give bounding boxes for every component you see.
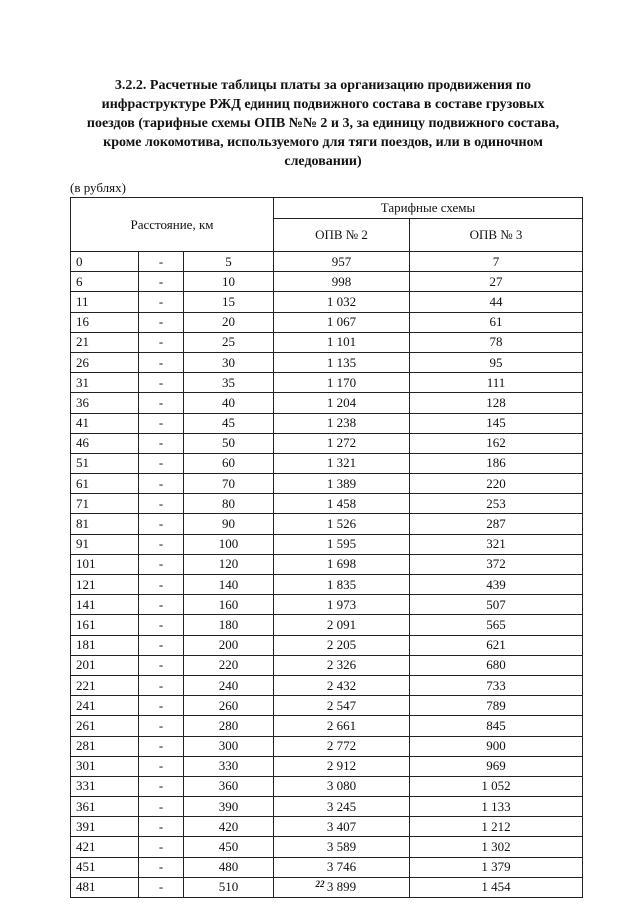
table-row — [71, 252, 583, 272]
page-number: 22 — [315, 879, 325, 889]
cell-from: 361 — [71, 797, 139, 817]
table-row — [71, 797, 583, 817]
cell-opv2: 1 526 — [274, 514, 410, 534]
table-row — [71, 272, 583, 292]
cell-sep: - — [139, 595, 184, 615]
cell-opv2: 3 080 — [274, 776, 410, 796]
cell-to: 25 — [184, 332, 274, 352]
cell-sep: - — [139, 312, 184, 332]
table-row — [71, 514, 583, 534]
cell-opv3: 1 133 — [410, 797, 583, 817]
cell-sep: - — [139, 534, 184, 554]
cell-opv3: 900 — [410, 736, 583, 756]
cell-opv2: 1 135 — [274, 352, 410, 372]
cell-from: 6 — [71, 272, 139, 292]
cell-from: 451 — [71, 857, 139, 877]
cell-sep: - — [139, 433, 184, 453]
table-row — [71, 433, 583, 453]
cell-sep: - — [139, 837, 184, 857]
cell-to: 220 — [184, 655, 274, 675]
cell-from: 301 — [71, 756, 139, 776]
cell-to: 420 — [184, 817, 274, 837]
cell-opv3: 44 — [410, 292, 583, 312]
cell-sep: - — [139, 655, 184, 675]
cell-to: 35 — [184, 373, 274, 393]
cell-sep: - — [139, 252, 184, 272]
cell-opv2: 1 170 — [274, 373, 410, 393]
title-line: следовании) — [284, 154, 362, 169]
cell-opv3: 1 212 — [410, 817, 583, 837]
title-line: кроме локомотива, используемого для тяги поездов, или в одиночном — [103, 135, 543, 150]
title-line: поездов (тарифные схемы ОПВ №№ 2 и 3, за единицу подвижного состава, — [86, 116, 560, 131]
cell-to: 120 — [184, 554, 274, 574]
cell-from: 201 — [71, 655, 139, 675]
cell-opv3: 7 — [410, 252, 583, 272]
cell-to: 30 — [184, 352, 274, 372]
cell-to: 20 — [184, 312, 274, 332]
cell-opv3: 27 — [410, 272, 583, 292]
table-row — [71, 534, 583, 554]
cell-opv2: 1 204 — [274, 393, 410, 413]
cell-sep: - — [139, 292, 184, 312]
table-row — [71, 716, 583, 736]
table-row — [71, 696, 583, 716]
table-row — [71, 413, 583, 433]
cell-to: 330 — [184, 756, 274, 776]
cell-from: 331 — [71, 776, 139, 796]
cell-to: 260 — [184, 696, 274, 716]
cell-to: 160 — [184, 595, 274, 615]
cell-opv3: 1 302 — [410, 837, 583, 857]
cell-from: 11 — [71, 292, 139, 312]
cell-opv2: 1 458 — [274, 494, 410, 514]
cell-from: 0 — [71, 252, 139, 272]
cell-sep: - — [139, 575, 184, 595]
cell-opv2: 1 101 — [274, 332, 410, 352]
cell-from: 71 — [71, 494, 139, 514]
cell-to: 10 — [184, 272, 274, 292]
cell-sep: - — [139, 675, 184, 695]
schemes-header: Тарифные схемы — [274, 198, 583, 219]
cell-from: 221 — [71, 675, 139, 695]
cell-sep: - — [139, 453, 184, 473]
cell-from: 81 — [71, 514, 139, 534]
table-row — [71, 857, 583, 877]
cell-opv3: 287 — [410, 514, 583, 534]
cell-to: 240 — [184, 675, 274, 695]
table-row — [71, 817, 583, 837]
cell-opv2: 1 272 — [274, 433, 410, 453]
cell-opv3: 220 — [410, 474, 583, 494]
table-row — [71, 453, 583, 473]
cell-to: 45 — [184, 413, 274, 433]
cell-from: 46 — [71, 433, 139, 453]
cell-sep: - — [139, 554, 184, 574]
cell-to: 70 — [184, 474, 274, 494]
table-row — [71, 373, 583, 393]
cell-to: 280 — [184, 716, 274, 736]
cell-from: 31 — [71, 373, 139, 393]
cell-sep: - — [139, 413, 184, 433]
cell-to: 60 — [184, 453, 274, 473]
cell-sep: - — [139, 352, 184, 372]
cell-opv2: 957 — [274, 252, 410, 272]
cell-from: 121 — [71, 575, 139, 595]
cell-sep: - — [139, 635, 184, 655]
cell-opv2: 1 698 — [274, 554, 410, 574]
cell-from: 41 — [71, 413, 139, 433]
cell-opv3: 372 — [410, 554, 583, 574]
cell-sep: - — [139, 817, 184, 837]
cell-to: 140 — [184, 575, 274, 595]
table-header — [71, 198, 583, 252]
cell-from: 141 — [71, 595, 139, 615]
cell-opv2: 1 595 — [274, 534, 410, 554]
cell-from: 61 — [71, 474, 139, 494]
cell-opv3: 128 — [410, 393, 583, 413]
cell-opv3: 969 — [410, 756, 583, 776]
cell-opv2: 2 091 — [274, 615, 410, 635]
cell-sep: - — [139, 474, 184, 494]
table-row — [71, 756, 583, 776]
cell-from: 36 — [71, 393, 139, 413]
cell-opv3: 145 — [410, 413, 583, 433]
cell-sep: - — [139, 514, 184, 534]
table-row — [71, 494, 583, 514]
cell-opv2: 1 973 — [274, 595, 410, 615]
cell-sep: - — [139, 494, 184, 514]
cell-opv3: 95 — [410, 352, 583, 372]
cell-from: 181 — [71, 635, 139, 655]
cell-opv3: 253 — [410, 494, 583, 514]
cell-to: 50 — [184, 433, 274, 453]
cell-opv2: 1 835 — [274, 575, 410, 595]
tariff-table — [70, 197, 583, 898]
cell-opv2: 3 899 — [274, 877, 410, 897]
cell-opv3: 321 — [410, 534, 583, 554]
table-body — [71, 252, 583, 898]
cell-opv2: 3 245 — [274, 797, 410, 817]
cell-opv2: 2 326 — [274, 655, 410, 675]
cell-opv2: 1 238 — [274, 413, 410, 433]
cell-opv2: 1 321 — [274, 453, 410, 473]
cell-opv2: 1 067 — [274, 312, 410, 332]
cell-opv2: 2 547 — [274, 696, 410, 716]
cell-opv3: 439 — [410, 575, 583, 595]
cell-opv2: 2 912 — [274, 756, 410, 776]
cell-sep: - — [139, 857, 184, 877]
table-row — [71, 554, 583, 574]
cell-sep: - — [139, 696, 184, 716]
table-row — [71, 595, 583, 615]
cell-from: 241 — [71, 696, 139, 716]
table-row — [71, 292, 583, 312]
cell-opv2: 1 032 — [274, 292, 410, 312]
column-header-opv3: ОПВ № 3 — [410, 219, 583, 252]
cell-from: 261 — [71, 716, 139, 736]
cell-opv2: 2 661 — [274, 716, 410, 736]
cell-from: 281 — [71, 736, 139, 756]
cell-opv3: 507 — [410, 595, 583, 615]
cell-opv3: 680 — [410, 655, 583, 675]
cell-sep: - — [139, 615, 184, 635]
cell-opv2: 1 389 — [274, 474, 410, 494]
cell-opv2: 3 407 — [274, 817, 410, 837]
cell-from: 91 — [71, 534, 139, 554]
cell-opv3: 162 — [410, 433, 583, 453]
cell-opv2: 998 — [274, 272, 410, 292]
table-row — [71, 474, 583, 494]
cell-to: 100 — [184, 534, 274, 554]
cell-opv2: 2 432 — [274, 675, 410, 695]
cell-sep: - — [139, 736, 184, 756]
cell-opv3: 845 — [410, 716, 583, 736]
cell-to: 200 — [184, 635, 274, 655]
cell-opv3: 621 — [410, 635, 583, 655]
cell-opv3: 789 — [410, 696, 583, 716]
cell-opv3: 111 — [410, 373, 583, 393]
cell-to: 300 — [184, 736, 274, 756]
table-row — [71, 352, 583, 372]
cell-to: 480 — [184, 857, 274, 877]
table-row — [71, 393, 583, 413]
cell-sep: - — [139, 393, 184, 413]
cell-opv3: 733 — [410, 675, 583, 695]
cell-opv2: 3 746 — [274, 857, 410, 877]
cell-from: 26 — [71, 352, 139, 372]
table-row — [71, 615, 583, 635]
cell-sep: - — [139, 756, 184, 776]
cell-sep: - — [139, 797, 184, 817]
cell-from: 21 — [71, 332, 139, 352]
cell-opv2: 3 589 — [274, 837, 410, 857]
title-line: 3.2.2. Расчетные таблицы платы за организацию продвижения по — [114, 78, 532, 93]
table-row — [71, 776, 583, 796]
table-row — [71, 837, 583, 857]
column-header-opv2: ОПВ № 2 — [274, 219, 410, 252]
cell-opv2: 2 772 — [274, 736, 410, 756]
table-row — [71, 575, 583, 595]
cell-sep: - — [139, 373, 184, 393]
cell-opv3: 61 — [410, 312, 583, 332]
cell-from: 421 — [71, 837, 139, 857]
table-row — [71, 655, 583, 675]
cell-sep: - — [139, 776, 184, 796]
cell-to: 390 — [184, 797, 274, 817]
cell-from: 16 — [71, 312, 139, 332]
cell-opv3: 1 052 — [410, 776, 583, 796]
table-row — [71, 736, 583, 756]
cell-opv3: 186 — [410, 453, 583, 473]
cell-opv3: 78 — [410, 332, 583, 352]
table-row — [71, 635, 583, 655]
cell-from: 161 — [71, 615, 139, 635]
cell-from: 101 — [71, 554, 139, 574]
cell-opv3: 1 379 — [410, 857, 583, 877]
cell-sep: - — [139, 716, 184, 736]
cell-to: 5 — [184, 252, 274, 272]
cell-from: 51 — [71, 453, 139, 473]
cell-sep: - — [139, 272, 184, 292]
cell-to: 360 — [184, 776, 274, 796]
cell-from: 481 — [71, 877, 139, 897]
table-row — [71, 675, 583, 695]
cell-to: 450 — [184, 837, 274, 857]
section-title — [84, 76, 562, 171]
cell-to: 15 — [184, 292, 274, 312]
cell-opv2: 2 205 — [274, 635, 410, 655]
title-line: инфраструктуре РЖД единиц подвижного состава в составе грузовых — [101, 97, 545, 112]
cell-to: 80 — [184, 494, 274, 514]
cell-to: 180 — [184, 615, 274, 635]
table-row — [71, 332, 583, 352]
cell-opv3: 565 — [410, 615, 583, 635]
cell-to: 40 — [184, 393, 274, 413]
cell-sep: - — [139, 877, 184, 897]
cell-from: 391 — [71, 817, 139, 837]
cell-opv3: 1 454 — [410, 877, 583, 897]
cell-to: 90 — [184, 514, 274, 534]
table-row — [71, 312, 583, 332]
cell-sep: - — [139, 332, 184, 352]
distance-header: Расстояние, км — [71, 198, 274, 252]
cell-to: 510 — [184, 877, 274, 897]
unit-note: (в рублях) — [70, 180, 126, 195]
